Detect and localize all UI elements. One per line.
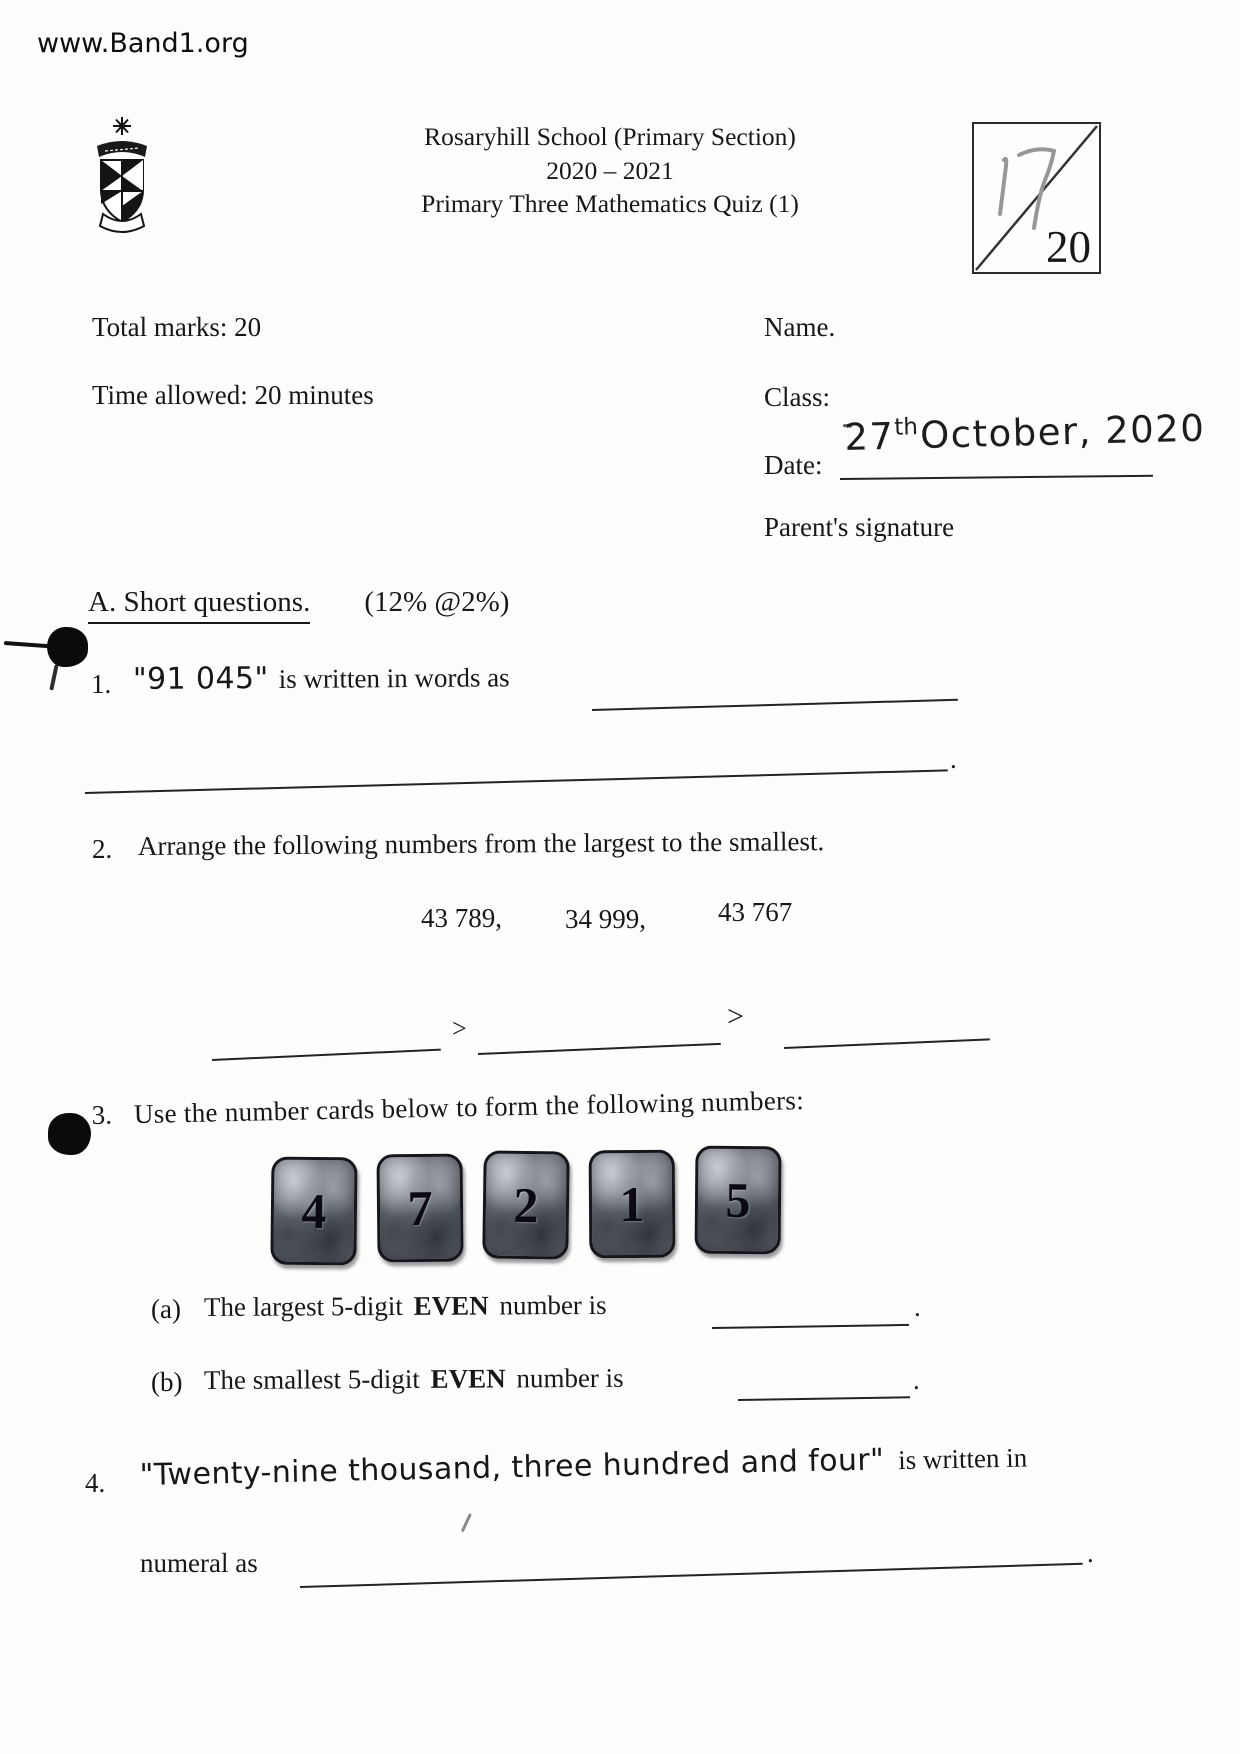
q4-answer-blank	[300, 1563, 1083, 1588]
section-a-marks: (12% @2%)	[364, 586, 510, 618]
q1-answer-blank-line2	[85, 769, 948, 794]
ink-blob-top	[47, 627, 88, 667]
score-box	[972, 122, 1101, 274]
q2-blank-3	[784, 1038, 990, 1049]
number-card-4: 4	[270, 1157, 357, 1266]
q4-quoted-words: "Twenty-nine thousand, three hundred and four"	[139, 1442, 885, 1493]
school-name: Rosaryhill School (Primary Section)	[424, 122, 796, 151]
q2-value-1: 43 789,	[421, 903, 502, 933]
score-total: 20	[1046, 222, 1091, 272]
q4-line2-text: numeral as	[140, 1548, 258, 1578]
q3a-end-period: .	[914, 1292, 921, 1322]
q4-end-period: .	[1087, 1538, 1094, 1568]
q4-text: is written in	[897, 1442, 1028, 1476]
school-year: 2020 – 2021	[546, 155, 674, 185]
q4-stray-pencil-mark	[461, 1513, 472, 1532]
date-label: Date:	[764, 450, 823, 480]
q3b-emph: EVEN	[430, 1363, 506, 1394]
q3b-text: The smallest 5-digit EVEN number is	[203, 1362, 624, 1395]
time-allowed: Time allowed: 20 minutes	[92, 380, 374, 410]
ink-blob-middle	[48, 1113, 91, 1155]
q3-line	[91, 1085, 804, 1131]
q1-text: is written in words as	[278, 662, 510, 694]
crest-icon	[87, 116, 157, 238]
number-card-1: 1	[589, 1150, 676, 1259]
date-ordinal: th	[893, 414, 919, 441]
school-crest-logo	[87, 116, 157, 243]
q2-blank-2	[478, 1043, 721, 1055]
q2-value-3: 43 767	[718, 897, 793, 927]
q3a-emph: EVEN	[413, 1290, 489, 1321]
q1-end-period: .	[950, 744, 957, 774]
q2-number: 2.	[92, 834, 113, 864]
q2-gt-2: >	[727, 1000, 744, 1033]
total-marks: Total marks: 20	[92, 312, 262, 342]
q3b-end-period: .	[913, 1365, 920, 1395]
number-cards-row	[271, 1150, 781, 1258]
q4-number: 4.	[85, 1468, 106, 1498]
name-label: Name.	[764, 312, 836, 342]
date-day: 27	[843, 414, 896, 459]
q4-text-line	[139, 1439, 1027, 1493]
q3-number: 3.	[91, 1099, 113, 1131]
q1-text-line	[133, 659, 510, 697]
section-a-title: A. Short questions.	[88, 586, 310, 624]
quiz-title: Primary Three Mathematics Quiz (1)	[421, 189, 799, 218]
q2-blank-1	[212, 1049, 441, 1061]
number-card-7: 7	[376, 1154, 463, 1263]
date-handwritten	[844, 407, 1206, 459]
q3a-answer-blank	[712, 1324, 909, 1329]
score-obtained-handwritten	[990, 142, 1050, 212]
q1-answer-blank	[592, 699, 958, 711]
parent-signature-label: Parent's signature	[764, 512, 955, 542]
q3-text: Use the number cards below to form the following numbers:	[133, 1085, 805, 1130]
date-rest: October, 2020	[919, 406, 1206, 458]
section-a-heading	[88, 586, 509, 619]
q2-gt-1: >	[452, 1014, 467, 1043]
q3a-label: (a)	[151, 1294, 181, 1324]
class-label: Class:	[764, 382, 831, 412]
ink-tail-mark	[4, 641, 50, 648]
watermark-url: www.Band1.org	[37, 28, 249, 59]
q2-text: Arrange the following numbers from the largest to the smallest.	[137, 826, 825, 861]
q3b-label: (b)	[151, 1367, 183, 1397]
date-underline	[840, 475, 1153, 480]
q2-value-2: 34 999,	[565, 904, 646, 934]
q3a-text: The largest 5-digit EVEN number is	[203, 1289, 607, 1322]
number-card-5: 5	[695, 1146, 782, 1255]
q1-quoted-number: "91 045"	[132, 661, 269, 697]
q3b-answer-blank	[738, 1396, 910, 1401]
title-block	[310, 120, 910, 221]
q1-number: 1.	[91, 669, 112, 699]
ink-downstroke-mark	[49, 664, 58, 690]
number-card-2: 2	[482, 1150, 569, 1259]
